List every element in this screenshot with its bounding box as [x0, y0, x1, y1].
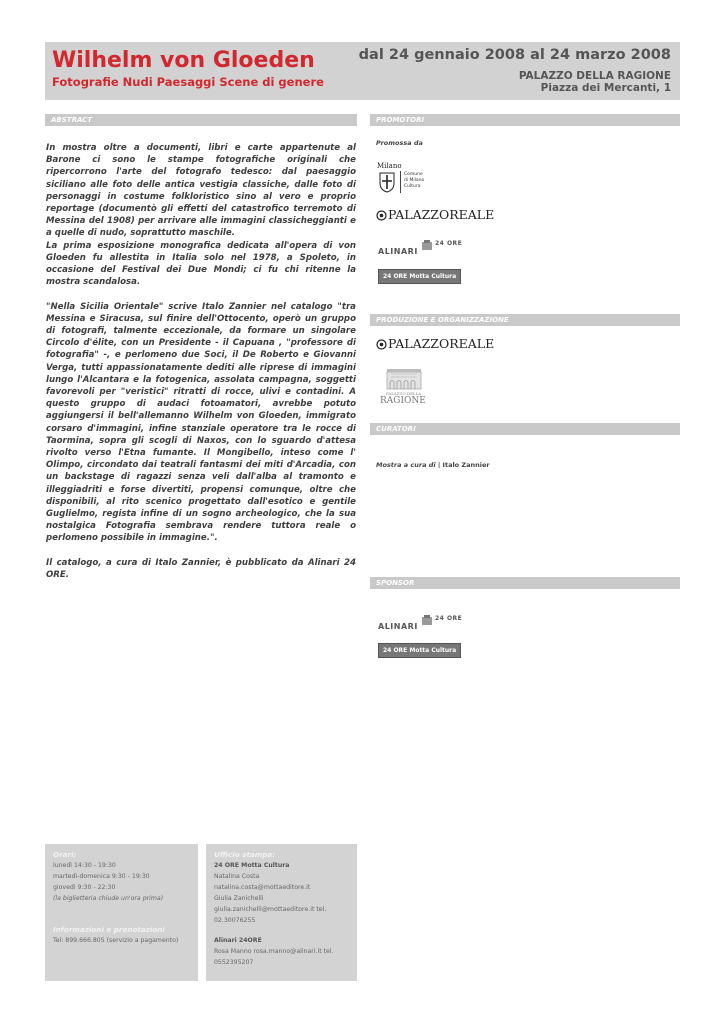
- ufficio-contact: Giulia Zanichelli: [214, 895, 264, 902]
- alinari-emblem-icon: [421, 615, 433, 626]
- abstract-paragraph: "Nella Sicilia Orientale" scrive Italo Zannier nel catalogo "tra Messina e Siracusa, sul finire dell'Ottocento, operò un gruppo di fotografi, talmente eccezionale, da formare un singolare Circolo d'élite, con un Presidente - il Capuana , "professore di fotografia" -, e perlomeno due Soci, il De Roberto e Giovanni Verga, tutti appassionatamente dediti alle riprese di immagini lungo l'Alcantara e la fotogenica, assolata campagna, soggetti favorevoli per "veristici" ritratti di rocce, ulivi e contadini. A questo gruppo di audaci fotoamatori, avrebbe potuto aggiungersi il bell'allemanno Wilhelm von Gloeden, immigrato corsaro d'immagini, infine stanziale operatore tra le rocce di Taormina, sopra gli scogli di Naxos, con lo sguardo d'attesa rivolto verso l'Etna fumante. Il Mongibello, inteso come l' Olimpo, circondato dai teatrali fantasmi dei miti d'Arcadia, con un backstage di ragazzi senza veli dall'alba al tramonto e illeggiadriti e forse divertiti, propensi comunque, oltre che disponibili, al rito scenico progettato dall'esotico e gentile Guglielmo, regista infine di un sogno archeologico, che la sua nostalgica Fotografia sembrava rendere tuttora reale o perlomeno possibile in immagine.".: [46, 301, 356, 544]
- ufficio-contact: 0552395207: [214, 959, 254, 966]
- palazzo-ragione-building-icon: [386, 368, 422, 390]
- spacer: [214, 926, 349, 935]
- ufficio-contact: Natalina Costa: [214, 873, 260, 880]
- curatori-separator: |: [437, 461, 441, 469]
- orari-note: (la biglietteria chiude un'ora prima): [53, 895, 164, 902]
- alinari-text: ALINARI: [378, 247, 418, 256]
- alinari-emblem-icon: [421, 240, 433, 251]
- orari-line: lunedì 14:30 - 19:30: [53, 862, 116, 869]
- section-sponsor-bar: SPONSOR: [370, 577, 680, 589]
- alinari-24ore-logo: [378, 614, 468, 631]
- ragione-big-text: RAGIONE: [380, 396, 426, 406]
- palazzo-ragione-logo: [378, 368, 438, 408]
- section-produzione-bar: PRODUZIONE E ORGANIZZAZIONE: [370, 314, 680, 326]
- milano-sub-line: Comune: [404, 172, 423, 177]
- venue: [519, 70, 671, 94]
- prenotazioni-title: Informazioni e prenotazioni: [53, 925, 165, 934]
- palazzo-reale-emblem-icon: [376, 210, 387, 221]
- curatori-line: [376, 461, 490, 469]
- alinari-24ore-logo: [378, 239, 468, 256]
- spacer: [53, 904, 190, 924]
- milano-logo-text: Milano: [377, 162, 402, 170]
- palazzo-reale-emblem-icon: [376, 339, 387, 350]
- exhibition-title: Wilhelm von Gloeden: [52, 48, 315, 73]
- abstract-paragraph: In mostra oltre a documenti, libri e carte appartenute al Barone ci sono le stampe fotografiche originali che ripercorrono l'arte del fotografo tedesco: dal paesaggio siciliano alle foto delle antica vestigia classiche, dalle foto di personaggi in costume folkloristico sino al vero e proprio reportage (documentò gli effetti del catastrofico terremoto di Messina del 1908) per arrivare alle immagini classicheggianti e a quelle di nudo, soprattutto maschile.: [46, 143, 356, 239]
- alinari-24ore-text: 24 ORE: [435, 615, 463, 622]
- ragione-small-text: PALAZZO DELLA: [386, 391, 422, 396]
- section-abstract-bar: ABSTRACT: [45, 114, 357, 126]
- milano-divider: [400, 171, 401, 193]
- milano-sub-line: di Milano: [404, 178, 425, 183]
- orari-line: martedì-domenica 9:30 - 19:30: [53, 873, 150, 880]
- info-box: [45, 844, 198, 981]
- promossa-da-label: Promossa da: [376, 139, 423, 147]
- curatori-name: Italo Zannier: [442, 461, 490, 469]
- comune-milano-logo: [376, 162, 436, 198]
- abstract-paragraph: Il catalogo, a cura di Italo Zannier, è pubblicato da Alinari 24 ORE.: [46, 557, 356, 581]
- ufficio-title: Ufficio stampa:: [214, 850, 276, 859]
- palazzo-reale-logo: [376, 207, 495, 225]
- ufficio-org: Alinari 24ORE: [214, 937, 262, 944]
- venue-name: PALAZZO DELLA RAGIONE: [518, 70, 671, 82]
- abstract-paragraph: La prima esposizione monografica dedicata all'opera di von Gloeden fu allestita in Italia solo nel 1978, a Spoleto, in occasione del Festival dei Due Mondi; ci fu chi ritenne la mostra scandalosa.: [46, 240, 356, 288]
- alinari-24ore-text: 24 ORE: [435, 240, 463, 247]
- milano-sub-line: Cultura: [404, 184, 421, 189]
- orari-title: Orari:: [53, 850, 77, 859]
- palazzo-reale-text: PALAZZOREALE: [388, 207, 495, 222]
- header-banner: [45, 42, 680, 100]
- milano-logo-subtext: [404, 172, 424, 190]
- palazzo-reale-text: PALAZZOREALE: [388, 336, 495, 351]
- palazzo-reale-logo: [376, 336, 495, 354]
- ufficio-stampa-box: [206, 844, 357, 981]
- section-curatori-bar: CURATORI: [370, 423, 680, 435]
- section-promotori-bar: PROMOTORI: [370, 114, 680, 126]
- prenotazioni-tel: Tel: 899.666.805 (servizio a pagamento): [53, 937, 179, 944]
- orari-line: giovedì 9:30 - 22:30: [53, 884, 116, 891]
- curatori-label: Mostra a cura di: [376, 461, 436, 469]
- motta-cultura-logo: 24 ORE Motta Cultura: [378, 643, 461, 658]
- exhibition-dates: dal 24 gennaio 2008 al 24 marzo 2008: [358, 47, 671, 63]
- ufficio-contact: natalina.costa@mottaeditore.it: [214, 884, 311, 891]
- ufficio-contact: Rosa Manno rosa.manno@alinari.it tel.: [214, 948, 334, 955]
- exhibition-subtitle: Fotografie Nudi Paesaggi Scene di genere: [52, 75, 324, 89]
- ufficio-contact: 02.30076255: [214, 917, 256, 924]
- alinari-text: ALINARI: [378, 622, 418, 631]
- venue-address: Piazza dei Mercanti, 1: [540, 82, 671, 94]
- motta-cultura-logo: 24 ORE Motta Cultura: [378, 269, 461, 284]
- ufficio-org: 24 ORE Motta Cultura: [214, 862, 290, 869]
- abstract-text: [46, 142, 356, 593]
- milano-crest-icon: [378, 171, 396, 193]
- ufficio-contact: giulia.zanichelli@mottaeditore.it tel.: [214, 906, 327, 913]
